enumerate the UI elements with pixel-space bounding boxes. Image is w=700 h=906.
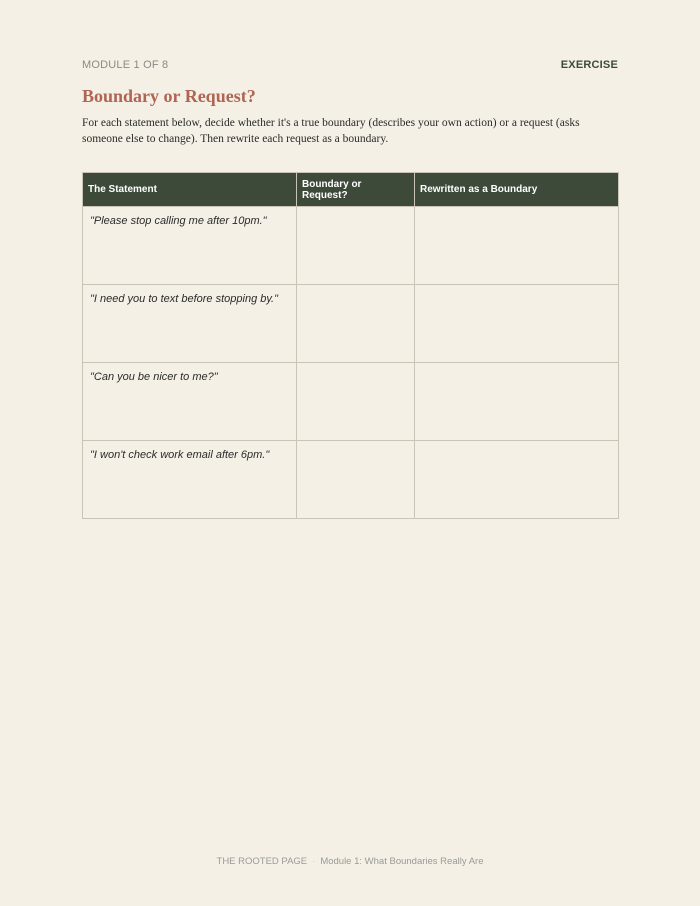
classification-answer-cell[interactable]: [297, 285, 415, 363]
column-header-statement: The Statement: [83, 173, 297, 207]
footer-module-title: Module 1: What Boundaries Really Are: [320, 856, 484, 867]
rewrite-answer-cell[interactable]: [415, 363, 619, 441]
table-row: [83, 285, 619, 363]
statement-cell: "I need you to text before stopping by.": [83, 285, 297, 363]
rewrite-answer-cell[interactable]: [415, 441, 619, 519]
table-row: [83, 441, 619, 519]
footer-brand: THE ROOTED PAGE: [216, 856, 308, 867]
column-header-rewrite: Rewritten as a Boundary: [415, 173, 619, 207]
statement-cell: "I won't check work email after 6pm.": [83, 441, 297, 519]
rewrite-answer-cell[interactable]: [415, 285, 619, 363]
classification-answer-cell[interactable]: [297, 207, 415, 285]
statement-cell: "Can you be nicer to me?": [83, 363, 297, 441]
table-row: [83, 207, 619, 285]
table-header-row: [83, 173, 619, 207]
page-footer: [0, 856, 700, 867]
classification-answer-cell[interactable]: [297, 441, 415, 519]
page-title: Boundary or Request?: [82, 86, 256, 106]
column-header-classification: Boundary or Request?: [297, 173, 415, 207]
statement-cell: "Please stop calling me after 10pm.": [83, 207, 297, 285]
table-row: [83, 363, 619, 441]
page-header: [82, 59, 618, 75]
module-label: MODULE 1 OF 8: [82, 59, 169, 71]
instructions-text: For each statement below, decide whether it's a true boundary (describes your own action) or a request (asks someone else to change). Then rewrite each request as a boundary.: [82, 117, 580, 145]
footer-separator: ·: [312, 856, 316, 867]
exercise-table: [82, 172, 619, 519]
rewrite-answer-cell[interactable]: [415, 207, 619, 285]
classification-answer-cell[interactable]: [297, 363, 415, 441]
section-label: EXERCISE: [560, 59, 618, 71]
